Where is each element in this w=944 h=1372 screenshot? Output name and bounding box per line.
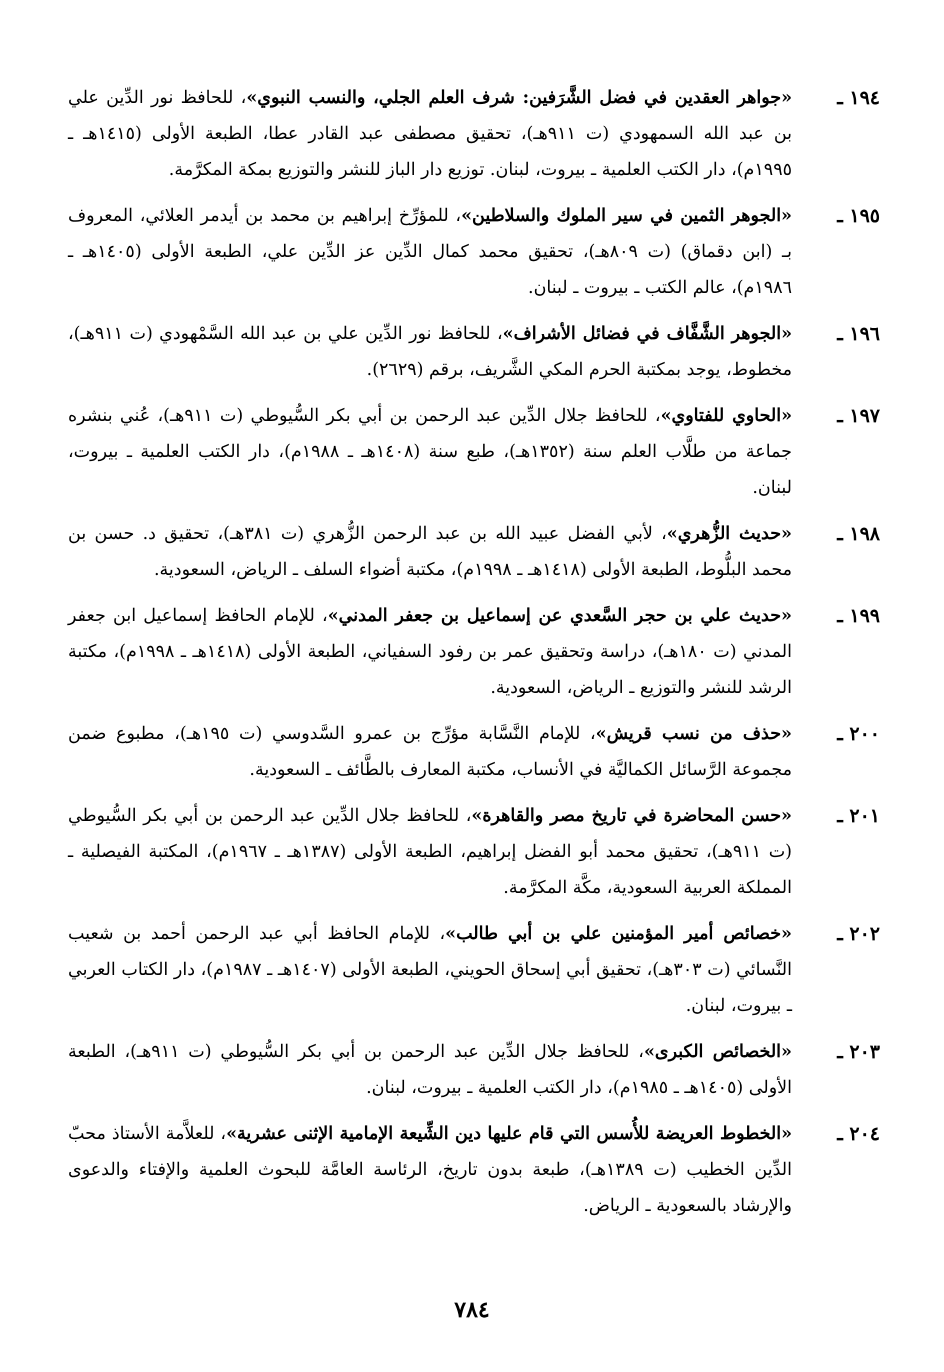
entry-title: «الحاوي للفتاوي» [660,406,793,426]
bibliography-entry [68,516,880,588]
entry-details: ، للحافظ نور الدِّين علي بن عبد الله السَّمْهودي (ت ٩١١هـ)، مخطوط، يوجد بمكتبة الحرم المكي الشَّريف، برقم (٢٦٢٩). [68,324,792,380]
entry-body [68,316,792,388]
entry-details: ، للحافظ جلال الدِّين عبد الرحمن بن أبي بكر السُّيوطي (ت ٩١١هـ)، تحقيق محمد أبو الفضل إبراهيم، الطبعة الأولى (١٣٨٧هـ ـ ١٩٦٧م)، المكتبة الفيصلية ـ المملكة العربية السعودية، مكَّة المكرَّمة. [68,806,793,898]
entry-details: ، للعلاَّمة الأستاذ محبّ الدِّين الخطيب (ت ١٣٨٩هـ)، طبعة بدون تاريخ، الرئاسة العامَّة للبحوث العلمية والإفتاء والدعوى والإرشاد بالسعودية ـ الرياض. [68,1124,792,1216]
page-number: ٧٨٤ [454,1297,490,1323]
entry-body [68,1116,792,1224]
bibliography-entry [68,716,880,788]
entry-body [68,916,792,1024]
entry-body [68,798,792,906]
entry-number: ١٩٨ ـ [837,523,880,545]
entry-title: «الخطوط العريضة للأُسس التي قام عليها دين الشِّيعة الإمامية الإثنى عشرية» [226,1124,793,1144]
entry-details: ، لأبي الفضل عبيد الله بن عبد الرحمن الزُّهري (ت ٣٨١هـ)، تحقيق د. حسن بن محمد البلُّوط، الطبعة الأولى (١٤١٨هـ ـ ١٩٩٨م)، مكتبة أضواء السلف ـ الرياض، السعودية. [68,524,792,580]
entry-body [68,398,792,506]
entry-title: «الجوهر الثمين في سير الملوك والسلاطين» [461,206,792,226]
entry-body [68,716,792,788]
entry-details: ، للحافظ جلال الدِّين عبد الرحمن بن أبي بكر السُّيوطي (ت ٩١١هـ)، عُني بنشره جماعة من طلَّاب العلم سنة (١٣٥٢هـ)، طبع سنة (١٤٠٨هـ ـ ١٩٨٨م)، دار الكتب العلمية ـ بيروت، لبنان. [68,406,792,498]
bibliography-entry [68,1034,880,1106]
bibliography-entry [68,1116,880,1224]
entry-title: «حسن المحاضرة في تاريخ مصر والقاهرة» [471,806,792,826]
bibliography-entry [68,316,880,388]
entry-body [68,1034,792,1106]
entry-number: ١٩٤ ـ [837,87,880,109]
entry-details: ، للإمام النَّسَّابة مؤرِّج بن عمرو السَّدوسي (ت ١٩٥هـ)، مطبوع ضمن مجموعة الرَّسائل الكماليَّة في الأنساب، مكتبة المعارف بالطَّائف ـ السعودية. [68,724,792,780]
entry-body [68,598,792,706]
entry-details: ، للإمام الحافظ أبي عبد الرحمن أحمد بن شعيب النَّسائي (ت ٣٠٣هـ)، تحقيق أبي إسحاق الحويني، الطبعة الأولى (١٤٠٧هـ ـ ١٩٨٧م)، دار الكتاب العربي ـ بيروت، لبنان. [68,924,793,1016]
entry-number: ٢٠٢ ـ [837,923,880,945]
entry-number: ١٩٦ ـ [837,323,880,345]
bibliography-entry [68,598,880,706]
bibliography-list [68,80,880,1234]
entry-details: ، للمؤرِّخ إبراهيم بن محمد بن أيدمر العلائي، المعروف بـ (ابن دقماق) (ت ٨٠٩هـ)، تحقيق محمد كمال الدِّين عز الدِّين علي، الطبعة الأولى (١٤٠٥هـ ـ ١٩٨٦م)، عالم الكتب ـ بيروت ـ لبنان. [68,206,793,298]
entry-details: ، للإمام الحافظ إسماعيل ابن جعفر المدني (ت ١٨٠هـ)، دراسة وتحقيق عمر بن رفود السفياني، الطبعة الأولى (١٤١٨هـ ـ ١٩٩٨م)، مكتبة الرشد للنشر والتوزيع ـ الرياض، السعودية. [68,606,792,698]
entry-title: «حديث علي بن حجر السَّعدي عن إسماعيل بن جعفر المدني» [327,606,792,626]
bibliography-entry [68,916,880,1024]
bibliography-entry [68,398,880,506]
entry-title: «حديث الزُّهري» [666,524,792,544]
entry-number: ١٩٧ ـ [837,405,880,427]
entry-title: «حذف من نسب قريش» [595,724,792,744]
bibliography-entry [68,80,880,188]
entry-body [68,80,792,188]
entry-details: ، للحافظ نور الدِّين علي بن عبد الله السمهودي (ت ٩١١هـ)، تحقيق مصطفى عبد القادر عطا، الطبعة الأولى (١٤١٥هـ ـ ١٩٩٥م)، دار الكتب العلمية ـ بيروت، لبنان. توزيع دار الباز للنشر والتوزيع بمكة المكرَّمة. [68,88,793,180]
entry-title: «خصائص أمير المؤمنين علي بن أبي طالب» [445,924,792,944]
entry-title: «جواهر العقدين في فضل الشَّرَفين: شرف العلم الجلي، والنسب النبوي» [246,88,792,108]
entry-body [68,516,792,588]
entry-details: ، للحافظ جلال الدِّين عبد الرحمن بن أبي بكر السُّيوطي (ت ٩١١هـ)، الطبعة الأولى (١٤٠٥هـ ـ ١٩٨٥م)، دار الكتب العلمية ـ بيروت، لبنان. [68,1042,792,1098]
entry-number: ٢٠١ ـ [837,805,880,827]
entry-number: ٢٠٠ ـ [837,723,880,745]
entry-body [68,198,792,306]
bibliography-entry [68,198,880,306]
entry-title: «الخصائص الكبرى» [643,1042,792,1062]
entry-number: ٢٠٤ ـ [837,1123,880,1145]
entry-number: ١٩٩ ـ [837,605,880,627]
entry-title: «الجوهر الشَّفَّاف في فضائل الأشراف» [502,324,793,344]
entry-number: ١٩٥ ـ [837,205,880,227]
entry-number: ٢٠٣ ـ [837,1041,880,1063]
bibliography-entry [68,798,880,906]
